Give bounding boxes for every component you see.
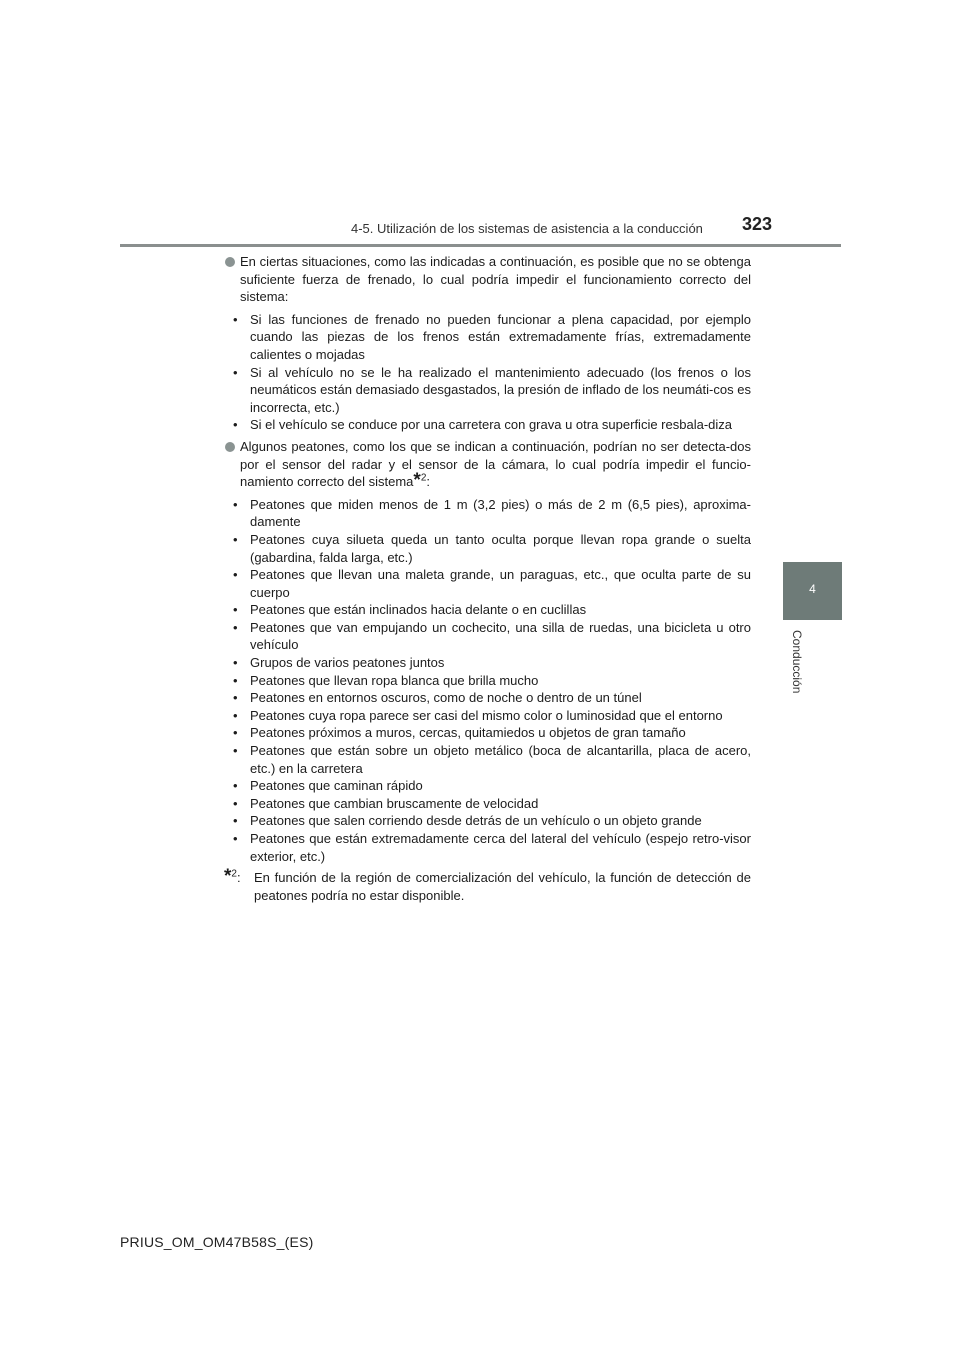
paragraph-braking-conditions [224,253,751,306]
list-item-text: Peatones que llevan una maleta grande, un paraguas, etc., que oculta parte de su cuerpo [250,567,751,600]
bullet-icon: • [233,655,238,671]
list-item-text: Peatones que van empujando un cochecito, una silla de ruedas, una bicicleta u otro vehículo [250,619,751,653]
chapter-tab [783,562,842,620]
footnote [224,866,751,904]
bullet-icon: • [233,690,238,706]
list-item [230,724,751,742]
list-item-text: Peatones que caminan rápido [250,778,423,794]
list-item [230,496,751,531]
bullet-icon: • [233,496,238,512]
list-item-text: Peatones próximos a muros, cercas, quitamiedos u objetos de gran tamaño [250,725,686,741]
list-item [230,416,751,434]
bullet-icon: • [233,672,238,688]
bullet-icon: • [233,743,238,759]
bullet-dot-icon [225,442,235,452]
bullet-dot-icon [225,257,235,267]
list-item-text: Peatones que están sobre un objeto metálico (boca de alcantarilla, placa de acero, etc.) en la carretera [250,743,751,776]
list-item [230,654,751,672]
footnote-marker [224,866,241,888]
page-number: 323 [742,214,773,234]
bullet-icon: • [233,311,238,327]
footnote-text: En función de la región de comercialización del vehículo, la función de detección de peatones podría no estar disponible. [254,870,751,903]
list-item [230,777,751,795]
section-title: 4-5. Utilización de los sistemas de asistencia a la conducción [351,221,703,236]
list-item [230,566,751,601]
list-item [230,601,751,619]
list-item-text: Peatones cuya ropa parece ser casi del mismo color o luminosidad que el entorno [250,707,723,723]
footnote-number: 2 [231,868,237,880]
list-item-text: Peatones que salen corriendo desde detrás de un vehículo o un objeto grande [250,813,702,829]
punctuation: : [426,474,431,490]
footnote-star: * [413,470,421,492]
paragraph-pedestrian-detection [224,438,751,491]
list-item [230,795,751,813]
bullet-icon: • [233,531,238,547]
list-item [230,531,751,566]
bullet-icon: • [233,725,238,741]
list-item [230,742,751,777]
bullet-icon: • [233,364,238,380]
list-item [230,311,751,364]
list-item [230,830,751,865]
bullet-icon: • [233,813,238,829]
paragraph-text: Algunos peatones, como los que se indican a continuación, podrían no ser detecta-dos por el sensor del radar y el sensor de la cámara, lo cual podría impedir el funcio-namiento correcto del sistema [240,438,751,490]
list-item-text: Peatones que están inclinados hacia delante o en cuclillas [250,602,587,618]
paragraph-text: En ciertas situaciones, como las indicadas a continuación, es posible que no se obtenga suficiente fuerza de frenado, lo cual podría impedir el funcionamiento correcto del sistema: [240,254,751,305]
list-item-text: Peatones cuya silueta queda un tanto oculta porque llevan ropa grande o suelta (gabardina, falda larga, etc.) [250,531,751,565]
list-item-text: Si al vehículo no se le ha realizado el mantenimiento adecuado (los frenos o los neumáticos están demasiado desgastados, la presión de inflado de los neumáti-cos es incorrecta, etc.) [250,364,751,415]
bullet-icon: • [233,831,238,846]
pedestrian-list [230,496,751,865]
list-item [230,364,751,417]
bullet-icon: • [233,417,238,433]
main-content [224,253,751,904]
list-item [230,672,751,690]
punctuation: : [236,870,241,886]
document-code: PRIUS_OM_OM47B58S_(ES) [120,1234,314,1250]
bullet-icon: • [233,778,238,794]
chapter-number: 4 [809,582,816,596]
list-item [230,707,751,725]
braking-conditions-list [230,311,751,434]
chapter-label: Conducción [790,630,804,694]
list-item-text: Grupos de varios peatones juntos [250,655,445,671]
header-divider [120,244,841,247]
list-item [230,689,751,707]
list-item-text: Peatones en entornos oscuros, como de noche o dentro de un túnel [250,690,642,706]
list-item-text: Si el vehículo se conduce por una carretera con grava u otra superficie resbala-diza [250,417,732,433]
footnote-ref: 2 [420,472,427,484]
list-item-text: Peatones que cambian bruscamente de velocidad [250,795,539,811]
bullet-icon: • [233,619,238,635]
list-item-text: Peatones que miden menos de 1 m (3,2 pies) o más de 2 m (6,5 pies), aproxima-damente [250,496,751,530]
list-item-text: Peatones que llevan ropa blanca que brilla mucho [250,672,539,688]
bullet-icon: • [233,567,238,583]
bullet-icon: • [233,602,238,618]
list-item [230,812,751,830]
list-item [230,619,751,654]
list-item-text: Peatones que están extremadamente cerca del lateral del vehículo (espejo retro-visor exterior, etc.) [250,831,751,864]
list-item-text: Si las funciones de frenado no pueden funcionar a plena capacidad, por ejemplo cuando las piezas de los frenos están extremadamente frías, extremadamente calientes o mojadas [250,311,751,362]
bullet-icon: • [233,707,238,723]
bullet-icon: • [233,795,238,811]
footnote-star: * [224,866,232,888]
